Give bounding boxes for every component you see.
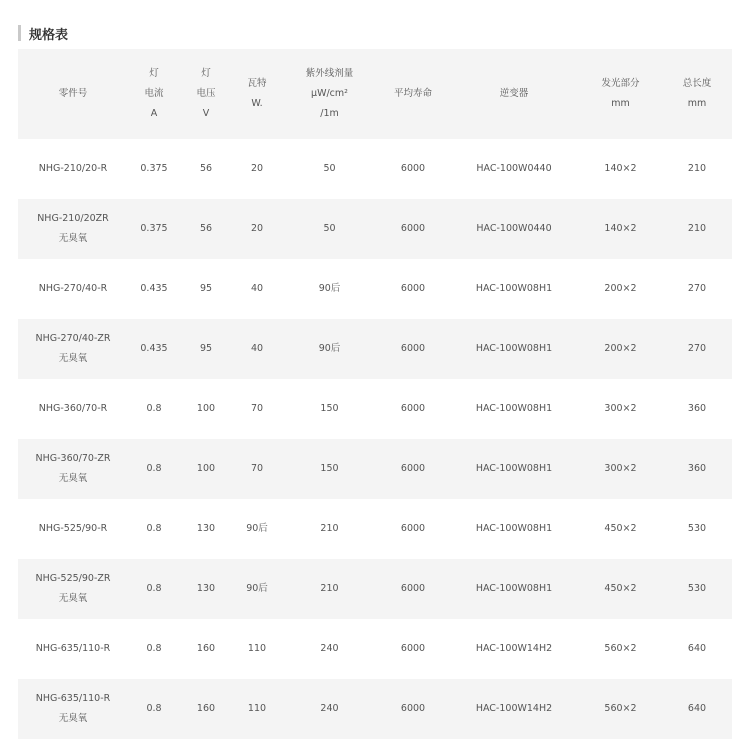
spec-table-body <box>18 139 732 739</box>
header-total-length <box>662 49 732 139</box>
cell-life: 6000 <box>400 223 426 234</box>
cell-total-length: 360 <box>687 403 707 414</box>
cell-total-length: 640 <box>687 703 707 714</box>
cell-current: 0.8 <box>146 643 162 654</box>
cell-uv-dose: 150 <box>320 403 339 414</box>
part-number: NHG-525/90-ZR <box>35 573 111 584</box>
header-part-no <box>18 49 128 139</box>
cell-watt: 90后 <box>246 583 268 594</box>
cell-watt: 90后 <box>246 523 268 534</box>
cell-emit-part: 200×2 <box>604 283 637 294</box>
part-note: 无臭氧 <box>58 593 88 604</box>
header-line: 紫外线剂量 <box>305 68 354 79</box>
cell-watt: 20 <box>250 223 264 234</box>
table-header-row <box>18 49 732 139</box>
table-row <box>18 679 732 739</box>
header-uv-dose <box>282 49 377 139</box>
cell-emit-part: 200×2 <box>604 343 637 354</box>
cell-uv-dose: 50 <box>323 223 336 234</box>
cell-voltage: 130 <box>196 523 216 534</box>
cell-current: 0.8 <box>146 463 162 474</box>
cell-emit-part: 300×2 <box>604 403 637 414</box>
part-number: NHG-525/90-R <box>38 523 108 534</box>
cell-part-no <box>18 679 128 739</box>
cell-uv-dose: 210 <box>320 583 339 594</box>
part-number: NHG-270/40-ZR <box>35 333 111 344</box>
part-note: 无臭氧 <box>58 233 88 244</box>
header-line: /1m <box>320 108 339 119</box>
cell-inverter: HAC-100W08H1 <box>475 283 553 294</box>
cell-part-no <box>18 499 128 559</box>
header-line: 电流 <box>144 88 164 99</box>
table-row <box>18 139 732 199</box>
table-row <box>18 439 732 499</box>
table-row <box>18 379 732 439</box>
cell-total-length: 530 <box>687 523 707 534</box>
cell-watt: 70 <box>250 403 264 414</box>
heading-accent-bar <box>18 25 21 41</box>
cell-total-length: 210 <box>687 163 707 174</box>
header-line: 灯 <box>149 68 159 79</box>
header-line: W. <box>251 98 263 109</box>
cell-part-no <box>18 619 128 679</box>
header-line: mm <box>687 98 707 109</box>
header-line: 灯 <box>201 68 211 79</box>
header-line: V <box>202 108 210 119</box>
cell-uv-dose: 50 <box>323 163 336 174</box>
part-note: 无臭氧 <box>58 353 88 364</box>
table-row <box>18 619 732 679</box>
cell-emit-part: 560×2 <box>604 703 637 714</box>
cell-uv-dose: 90后 <box>318 343 341 354</box>
part-note: 无臭氧 <box>58 473 88 484</box>
cell-uv-dose: 90后 <box>318 283 341 294</box>
cell-total-length: 270 <box>687 343 707 354</box>
cell-emit-part: 450×2 <box>604 583 637 594</box>
cell-voltage: 130 <box>196 583 216 594</box>
header-inverter <box>449 49 579 139</box>
cell-watt: 70 <box>250 463 264 474</box>
cell-watt: 20 <box>250 163 264 174</box>
cell-life: 6000 <box>400 523 426 534</box>
header-watt <box>232 49 282 139</box>
cell-life: 6000 <box>400 703 426 714</box>
cell-life: 6000 <box>400 283 426 294</box>
table-row <box>18 259 732 319</box>
cell-watt: 110 <box>247 703 267 714</box>
header-line: 零件号 <box>58 88 88 99</box>
cell-emit-part: 450×2 <box>604 523 637 534</box>
cell-emit-part: 300×2 <box>604 463 637 474</box>
cell-inverter: HAC-100W14H2 <box>475 643 553 654</box>
cell-voltage: 56 <box>199 163 213 174</box>
cell-voltage: 100 <box>196 463 216 474</box>
header-emit-part <box>579 49 662 139</box>
cell-inverter: HAC-100W08H1 <box>475 523 553 534</box>
header-life <box>377 49 449 139</box>
cell-life: 6000 <box>400 643 426 654</box>
cell-life: 6000 <box>400 463 426 474</box>
cell-inverter: HAC-100W08H1 <box>475 583 553 594</box>
cell-current: 0.8 <box>146 523 162 534</box>
cell-part-no <box>18 559 128 619</box>
header-line: μW/cm² <box>311 88 348 99</box>
cell-current: 0.375 <box>140 163 168 174</box>
cell-total-length: 270 <box>687 283 707 294</box>
cell-part-no <box>18 199 128 259</box>
cell-part-no <box>18 139 128 199</box>
part-number: NHG-210/20-R <box>38 163 108 174</box>
cell-life: 6000 <box>400 583 426 594</box>
cell-current: 0.435 <box>140 343 168 354</box>
table-row <box>18 499 732 559</box>
cell-inverter: HAC-100W08H1 <box>475 403 553 414</box>
cell-part-no <box>18 439 128 499</box>
cell-watt: 40 <box>250 343 264 354</box>
header-voltage <box>180 49 232 139</box>
part-number: NHG-210/20ZR <box>37 213 109 224</box>
cell-uv-dose: 150 <box>320 463 339 474</box>
header-line: A <box>150 108 158 119</box>
header-line: mm <box>611 98 630 109</box>
cell-life: 6000 <box>400 343 426 354</box>
cell-part-no <box>18 319 128 379</box>
part-number: NHG-360/70-ZR <box>35 453 111 464</box>
header-line: 发光部分 <box>601 78 640 89</box>
cell-voltage: 95 <box>199 343 213 354</box>
table-row <box>18 559 732 619</box>
cell-life: 6000 <box>400 403 426 414</box>
cell-emit-part: 140×2 <box>604 163 637 174</box>
cell-part-no <box>18 379 128 439</box>
cell-voltage: 56 <box>199 223 213 234</box>
cell-current: 0.8 <box>146 403 162 414</box>
cell-total-length: 640 <box>687 643 707 654</box>
section-title: 规格表 <box>29 27 69 43</box>
cell-current: 0.435 <box>140 283 168 294</box>
cell-uv-dose: 210 <box>320 523 339 534</box>
part-number: NHG-270/40-R <box>38 283 108 294</box>
cell-watt: 110 <box>247 643 267 654</box>
cell-emit-part: 140×2 <box>604 223 637 234</box>
cell-voltage: 160 <box>196 643 216 654</box>
cell-inverter: HAC-100W0440 <box>476 223 552 234</box>
header-current <box>128 49 180 139</box>
cell-inverter: HAC-100W14H2 <box>475 703 553 714</box>
cell-total-length: 530 <box>687 583 707 594</box>
part-number: NHG-635/110-R <box>35 693 111 704</box>
cell-emit-part: 560×2 <box>604 643 637 654</box>
cell-voltage: 160 <box>196 703 216 714</box>
cell-total-length: 210 <box>687 223 707 234</box>
cell-watt: 40 <box>250 283 264 294</box>
part-note: 无臭氧 <box>58 713 88 724</box>
part-number: NHG-635/110-R <box>35 643 111 654</box>
cell-current: 0.8 <box>146 703 162 714</box>
header-line: 瓦特 <box>247 78 267 89</box>
header-line: 逆变器 <box>499 88 529 99</box>
cell-inverter: HAC-100W0440 <box>476 163 552 174</box>
cell-life: 6000 <box>400 163 426 174</box>
cell-uv-dose: 240 <box>320 643 339 654</box>
cell-inverter: HAC-100W08H1 <box>475 343 553 354</box>
cell-voltage: 95 <box>199 283 213 294</box>
header-line: 电压 <box>196 88 216 99</box>
table-row <box>18 319 732 379</box>
spec-table <box>18 49 732 739</box>
cell-part-no <box>18 259 128 319</box>
cell-current: 0.375 <box>140 223 168 234</box>
table-row <box>18 199 732 259</box>
cell-current: 0.8 <box>146 583 162 594</box>
cell-uv-dose: 240 <box>320 703 339 714</box>
section-heading <box>18 24 68 42</box>
cell-total-length: 360 <box>687 463 707 474</box>
cell-voltage: 100 <box>196 403 216 414</box>
header-line: 总长度 <box>682 78 712 89</box>
cell-inverter: HAC-100W08H1 <box>475 463 553 474</box>
header-line: 平均寿命 <box>393 88 432 99</box>
part-number: NHG-360/70-R <box>38 403 108 414</box>
